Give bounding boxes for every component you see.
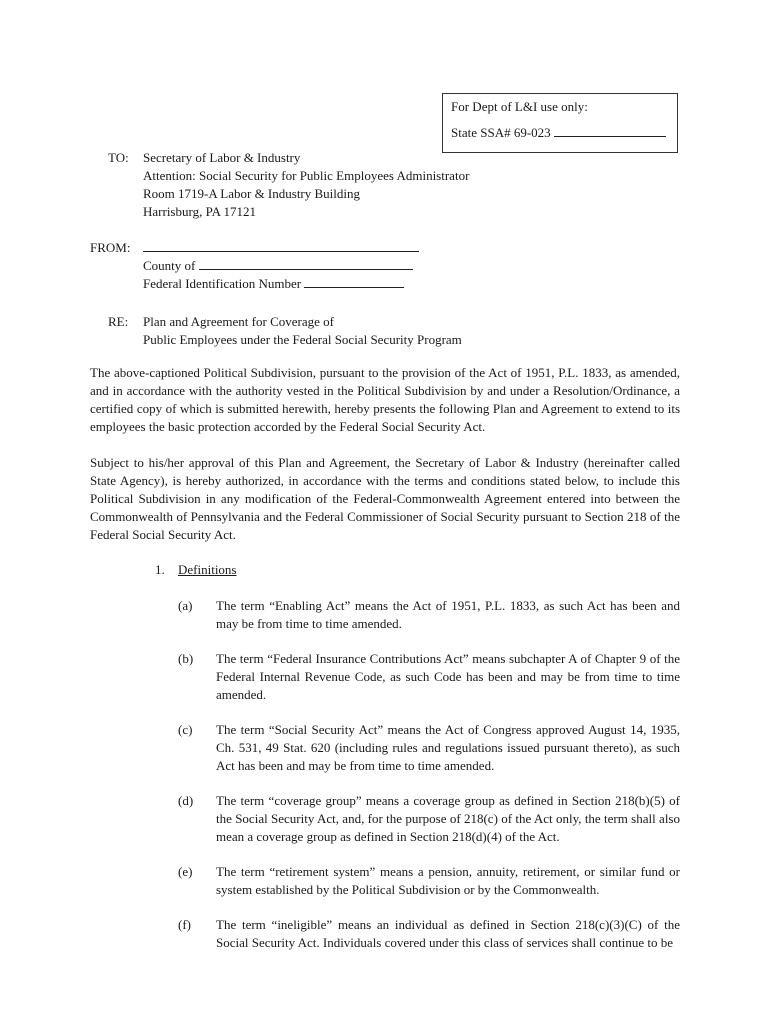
- definition-item: [178, 863, 680, 899]
- section-number: 1.: [155, 562, 165, 577]
- to-line-2: Attention: Social Security for Public Employees Administrator: [143, 168, 470, 183]
- definition-text: The term “retirement system” means a pension, annuity, retirement, or similar fund or system established by the Political Subdivision or by the Commonwealth.: [216, 864, 680, 897]
- definition-item: [178, 792, 680, 846]
- fein-label: Federal Identification Number: [143, 276, 302, 291]
- intro-paragraph: The above-captioned Political Subdivision, pursuant to the provision of the Act of 1951, P.L. 1833, as amended, and in accordance with the authority vested in the Political Subdivision by and under a Resolution/Ordinance, a certified copy of which is submitted herewith, hereby presents the following Plan and Agreement to extend to its employees the basic protection accorded by the Federal Social Security Act.: [90, 365, 680, 434]
- from-block: [90, 239, 650, 293]
- definition-text: The term “coverage group” means a coverage group as defined in Section 218(b)(5) of the Social Security Act, and, for the purpose of 218(c) of the Act only, the term shall also mean a coverage group as defined in Section 218(d)(4) of the Act.: [216, 793, 680, 844]
- dept-use-box: [442, 93, 678, 153]
- dept-use-label: For Dept of L&I use only:: [451, 99, 588, 114]
- re-block: [108, 313, 668, 349]
- definition-letter: (f): [178, 917, 191, 932]
- to-block: [108, 149, 668, 221]
- county-label: County of: [143, 258, 196, 273]
- definition-letter: (a): [178, 598, 193, 613]
- section-heading-definitions: [155, 561, 237, 579]
- re-line-1: Plan and Agreement for Coverage of: [143, 314, 334, 329]
- definition-text: The term “Enabling Act” means the Act of 1951, P.L. 1833, as such Act has been and may be from time to time amended.: [216, 598, 680, 631]
- definition-text: The term “Social Security Act” means the Act of Congress approved August 14, 1935, Ch. 531, 49 Stat. 620 (including rules and regulations issued pursuant thereto), as such Act has been and may be from time to time amended.: [216, 722, 680, 773]
- state-ssa-field[interactable]: [554, 124, 666, 137]
- definitions-list: [178, 597, 680, 969]
- to-line-4: Harrisburg, PA 17121: [143, 204, 257, 219]
- re-line-2: Public Employees under the Federal Social Security Program: [143, 332, 462, 347]
- definition-letter: (d): [178, 793, 194, 808]
- authorization-paragraph: Subject to his/her approval of this Plan and Agreement, the Secretary of Labor & Industry (hereinafter called State Agency), is hereby authorized, in accordance with the terms and conditions stated below, to include this Political Subdivision in any modification of the Federal-Commonwealth Agreement entered into between the Commonwealth of Pennsylvania and the Federal Commissioner of Social Security pursuant to Section 218 of the Federal Social Security Act.: [90, 455, 680, 542]
- definition-item: [178, 650, 680, 704]
- definition-item: [178, 597, 680, 633]
- from-label: FROM:: [90, 240, 131, 255]
- to-line-1: Secretary of Labor & Industry: [143, 150, 301, 165]
- definition-text: The term “ineligible” means an individual as defined in Section 218(c)(3)(C) of the Social Security Act. Individuals covered under this class of services shall continue to be: [216, 917, 680, 950]
- fein-field[interactable]: [304, 275, 404, 288]
- definition-item: [178, 916, 680, 952]
- county-field[interactable]: [199, 257, 413, 270]
- section-title: Definitions: [178, 562, 237, 577]
- to-line-3: Room 1719-A Labor & Industry Building: [143, 186, 361, 201]
- re-label: RE:: [108, 314, 129, 329]
- definition-item: [178, 721, 680, 775]
- from-name-field[interactable]: [143, 239, 419, 252]
- definition-letter: (e): [178, 864, 193, 879]
- definition-letter: (c): [178, 722, 193, 737]
- definition-text: The term “Federal Insurance Contributions Act” means subchapter A of Chapter 9 of the Federal Internal Revenue Code, as such Code has been and may be from time to time amended.: [216, 651, 680, 702]
- definition-letter: (b): [178, 651, 194, 666]
- state-ssa-label: State SSA# 69-023: [451, 125, 551, 140]
- to-label: TO:: [108, 150, 129, 165]
